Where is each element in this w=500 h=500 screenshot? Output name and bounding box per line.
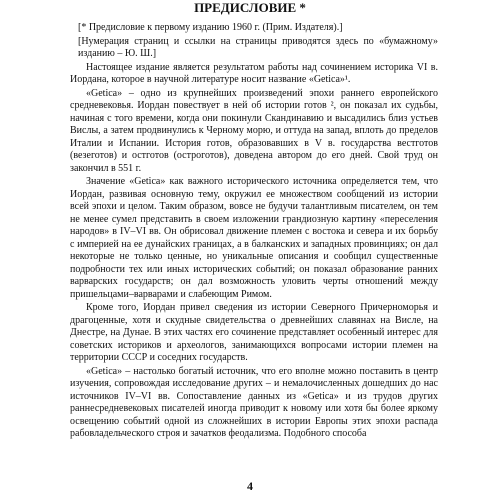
paragraph: «Getica» – настолько богатый источник, что его вполне можно поставить в центр изучения, сопровождая исследование других – и немалочисленных дошедших до нас источников IV–VI вв. Сопоставление данных из «Getica» и из трудов других раннесредневековых писателей иногда приводит к новому или хотя бы более яркому освещению событий одной из сложнейших в истории Европы этих эпохи распада рабовладельческого строя и зачатков феодализма. Подобного способа: [70, 365, 438, 439]
paragraph: Настоящее издание является результатом работы над сочинением историка VI в. Иордана, которое в научной литературе носит название «Getica»¹.: [70, 61, 438, 85]
page-number: 4: [247, 479, 253, 493]
page-body: [70, 22, 438, 442]
editor-note: [* Предисловие к первому изданию 1960 г. (Прим. Издателя).]: [78, 22, 343, 33]
paragraph: «Getica» – одно из крупнейших произведений эпохи раннего европейского средневековья. Иордан повествует в ней об истории готов ², он показал их судьбы, начиная с того времени, когда они покинули Скандинавию и высадились близ устьев Вислы, а затем продвинулись к Черному морю, и оттуда на запад, вплоть до пределов Италии и Испании. История готов, образовавших в V в. государства вестготов (везеготов) и остготов (остроготов), доведена автором до его дней. Свой труд он закончил в 551 г.: [70, 87, 438, 174]
paragraph: Значение «Getica» как важного исторического источника определяется тем, что Иордан, развивая основную тему, окружил ее множеством сообщений из истории всей эпохи и целом. Таким образом, вовсе не будучи талантливым писателем, он тем не менее сумел представить в своем изложении грандиозную картину «переселения народов» в IV–VI вв. Он обрисовал движение племен с востока и севера и их борьбу с империей на ее дунайских границах, а в балканских и западных провинциях; он дал некоторые не только ценные, но уникальные описания и сообщил существенные подробности тех или иных исторических событий; он показал образование ранних варварских государств; он дал возможность уловить черты отношений между пришельцами–варварами и слабеющим Римом.: [70, 176, 438, 300]
page-title: ПРЕДИСЛОВИЕ *: [194, 0, 306, 15]
paragraph: Кроме того, Иордан привел сведения из истории Северного Причерноморья и драгоценные, хотя и скудные свидетельства о древнейших славянах на Висле, на Днестре, на Дунае. В этих частях его сочинение представляет особенный интерес для советских историков и археологов, занимающихся вопросами истории племен на территории СССР и соседних государств.: [70, 302, 438, 363]
editor-note: [Нумерация страниц и ссылки на страницы приводятся здесь по «бумажному» изданию – Ю. Ш.]: [78, 35, 438, 59]
